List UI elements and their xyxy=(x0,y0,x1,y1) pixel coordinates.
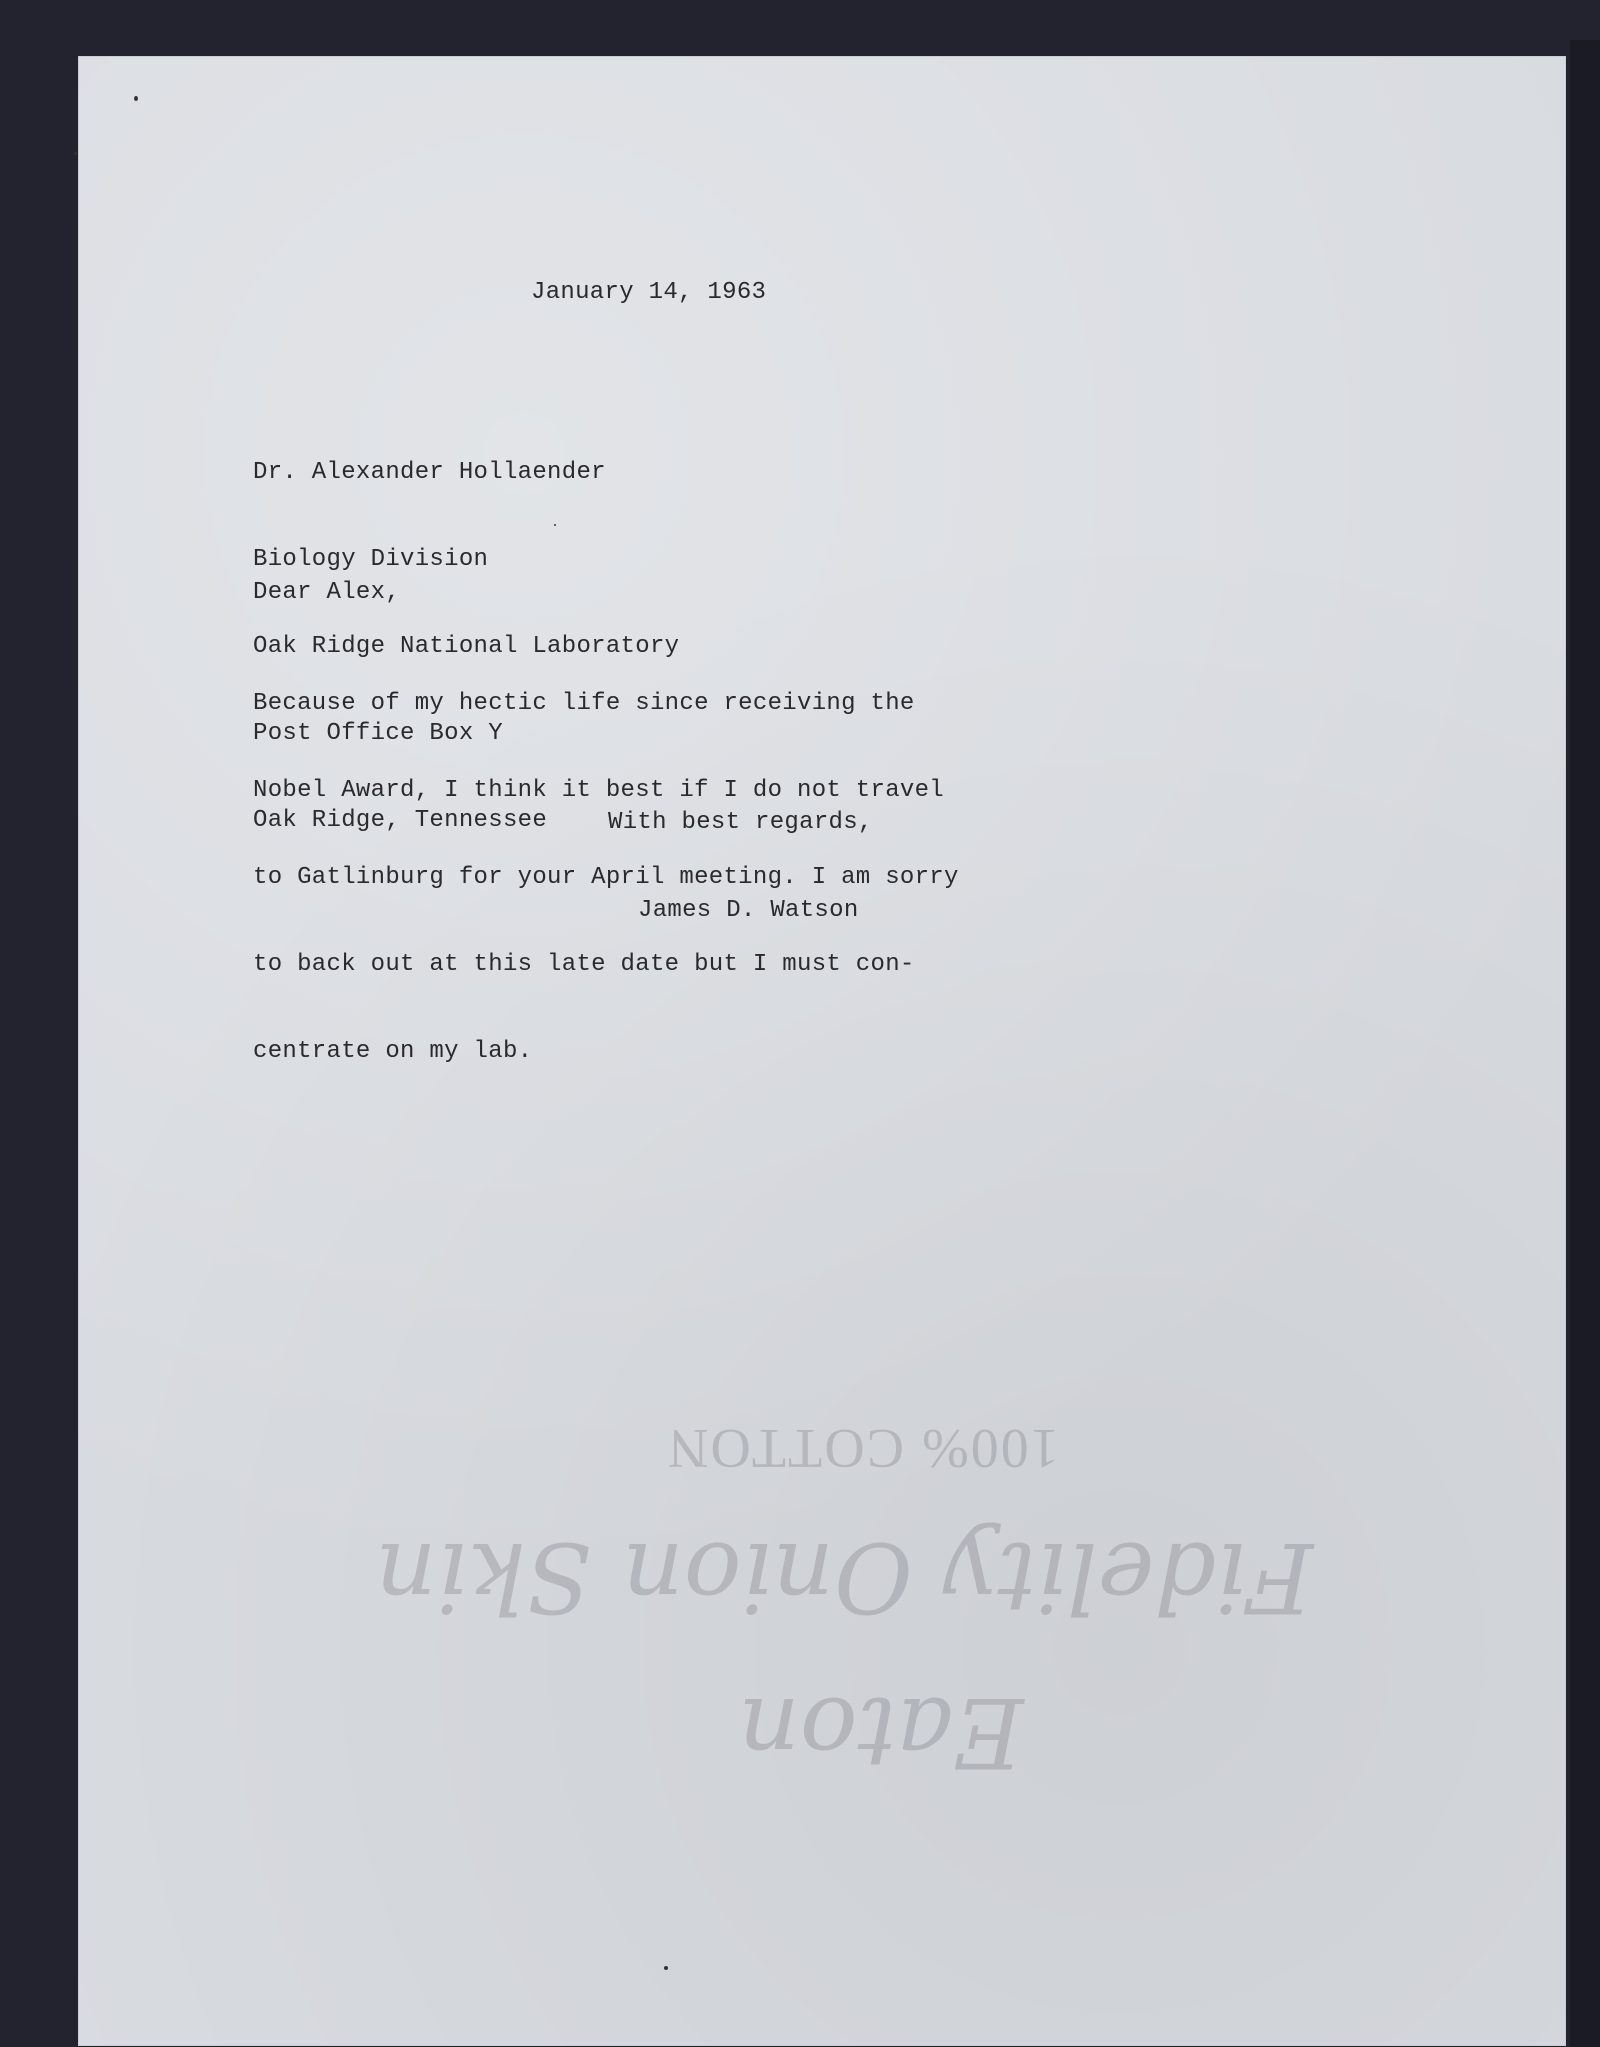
address-line: Biology Division xyxy=(253,546,489,573)
body-line: Nobel Award, I think it best if I do not travel xyxy=(253,777,945,804)
paper-speck xyxy=(74,152,77,155)
salutation: Dear Alex, xyxy=(253,579,401,606)
body-line: to Gatlinburg for your April meeting. I am sorry xyxy=(253,864,959,891)
letter-page xyxy=(78,56,1566,2046)
closing: With best regards, xyxy=(608,809,873,836)
paper-speck xyxy=(664,1966,668,1970)
scanner-background xyxy=(1570,40,1600,2047)
body-line: centrate on my lab. xyxy=(253,1038,533,1065)
letter-date: January 14, 1963 xyxy=(531,279,767,306)
body-line: to back out at this late date but I must con- xyxy=(253,951,915,978)
address-line: Dr. Alexander Hollaender xyxy=(253,459,606,486)
address-line: Oak Ridge, Tennessee xyxy=(253,807,548,834)
body-line: Because of my hectic life since receiving the xyxy=(253,690,915,717)
letter-body xyxy=(253,631,959,1124)
watermark-maker: Eaton xyxy=(738,1676,1024,1788)
address-line: Oak Ridge National Laboratory xyxy=(253,633,680,660)
signature-name: James D. Watson xyxy=(638,897,859,924)
watermark-brand: Fidelity Onion Skin xyxy=(375,1521,1314,1633)
paper-speck xyxy=(134,96,138,101)
watermark-cotton: 100% COTTON xyxy=(666,1417,1059,1479)
address-line: Post Office Box Y xyxy=(253,720,503,747)
